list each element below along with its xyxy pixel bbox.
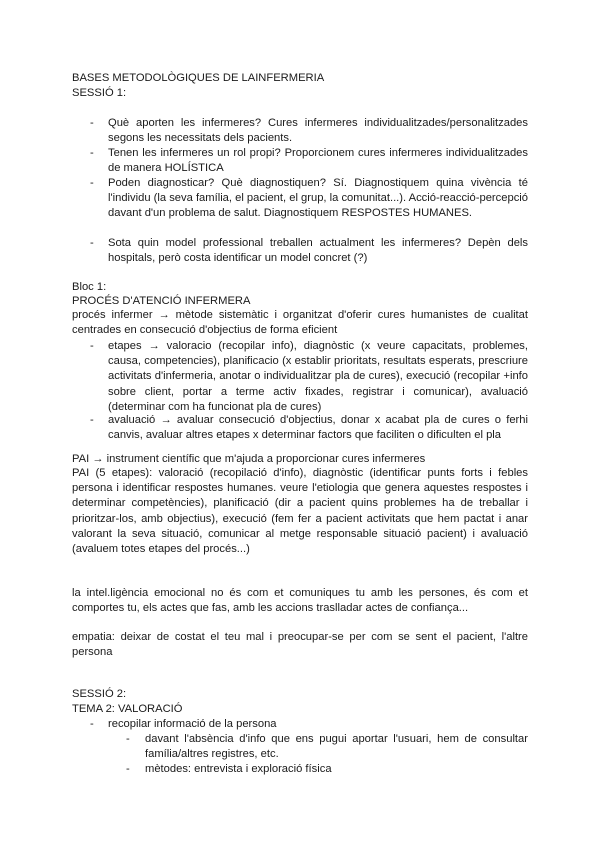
session-2-sub-bullet-2: mètodes: entrevista i exploració física (145, 763, 332, 775)
bullet-dash: - (90, 147, 94, 159)
bullet-dash: - (90, 177, 94, 189)
sub-bullet-dash: - (126, 763, 130, 775)
session-2-bullet: recopilar informació de la persona (108, 718, 277, 730)
bloc-1-bullet-stages: etapes → valoracio (recopilar info), diagnòstic (x veure capacitats, problemes, causa, competencies), planificacio (x establir prioritats, resultats esperats, prescriure activitats d'infermeria, anotar o individualitzar pla de cures), execució (recopilar +info sobre client, portar a terme activ fixades, registrar i comunicar), avaluació (determinar com ha funcionat pla de cures) (108, 340, 528, 413)
bullet-dash: - (90, 414, 94, 426)
session-2-sub-bullet-1: davant l'absència d'info que ens pugui aportar l'usuari, hem de consultar família/altres registres, etc. (145, 733, 528, 761)
session-1-bullet-3: Poden diagnosticar? Què diagnostiquen? Sí. Diagnostiquem quina vivència té l'individu (la seva família, el pacient, el grup, la comunitat...). Acció-reacció-percepció davant d'un problema de salut. Diagnostiquem RESPOSTES HUMANES. (108, 177, 528, 220)
bullet-dash: - (90, 237, 94, 249)
session-1-bullet-1: Què aporten les infermeres? Cures infermeres individualitzades/personalitzades segons les necessitats dels pacients. (108, 117, 528, 145)
sub-bullet-dash: - (126, 733, 130, 745)
bloc-1-bullet-evaluation: avaluació → avaluar consecució d'objectius, donar x acabat pla de cures o ferhi canvis, avaluar altres etapes x determinar factors que faciliten o dificulten el pla (108, 414, 528, 442)
pai-stages-paragraph: PAI (5 etapes): valoració (recopilació d'info), diagnòstic (identificar punts forts i febles persona i identificar respostes humanes. veure l'etiologia que genera aquestes respostes i determinar competències), planificació (dir a pacient quins problemes ha de treballar i prioritzar-los, amb objectius), execució (fem fer a pacient activitats que hem pactat i anar valorant la seva situació, comunicar al metge responsable situació pacient) i avaluació (avaluem totes etapes del procés...) (72, 467, 528, 556)
bullet-dash: - (90, 718, 94, 730)
bloc-1-definition: procés infermer → mètode sistemàtic i organitzat d'oferir cures humanistes de cualitat centrades en consecució d'objectius de forma eficient (72, 309, 528, 337)
bloc-1-heading: PROCÉS D'ATENCIÓ INFERMERA (72, 295, 251, 307)
pai-definition: PAI → instrument científic que m'ajuda a proporcionar cures infermeres (72, 453, 426, 465)
bullet-dash: - (90, 117, 94, 129)
empathy-note: empatia: deixar de costat el teu mal i preocupar-se per com se sent el pacient, l'altre persona (72, 631, 528, 659)
bullet-dash: - (90, 340, 94, 352)
session-1-bullet-2: Tenen les infermeres un rol propi? Proporcionem cures infermeres individualitzades de manera HOLÍSTICA (108, 147, 528, 175)
emotional-intelligence-note: la intel.ligència emocional no és com et comuniques tu amb les persones, és com et comportes tu, els actes que fas, amb les accions traslladar actes de confiança... (72, 587, 528, 615)
session-1-bullet-4: Sota quin model professional treballen actualment les infermeres? Depèn dels hospitals, però costa identificar un model concret (?) (108, 237, 528, 265)
session-1-label: SESSIÓ 1: (72, 87, 127, 99)
bloc-1-label: Bloc 1: (72, 281, 107, 293)
document-title: BASES METODOLÒGIQUES DE LAINFERMERIA (72, 72, 325, 84)
session-2-heading: TEMA 2: VALORACIÓ (72, 703, 183, 715)
session-2-label: SESSIÓ 2: (72, 688, 127, 700)
